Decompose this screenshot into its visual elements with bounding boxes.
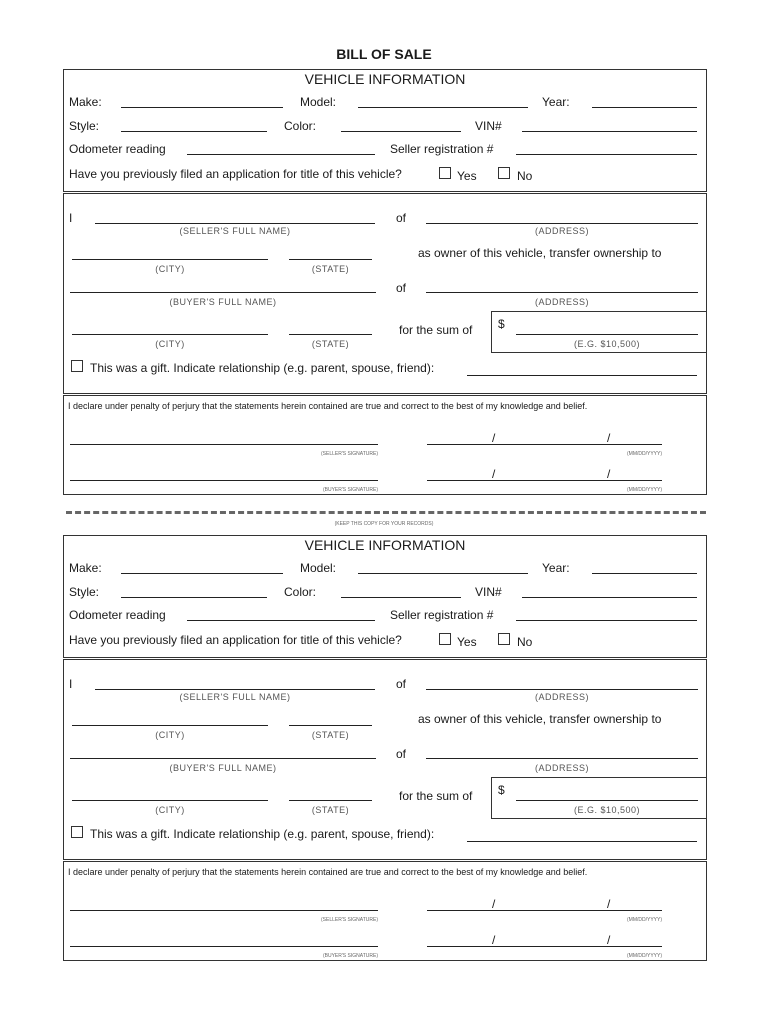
gift-checkbox[interactable] [71,360,83,372]
seller-name-field[interactable] [95,689,375,690]
color-label: Color: [284,119,317,133]
odometer-field[interactable] [187,620,375,621]
buyer-address-field[interactable] [426,292,698,293]
dollar-sign: $ [498,317,505,331]
seller-date-caption: (MM/DD/YYYY) [627,917,662,923]
buyer-signature-caption: (BUYER'S SIGNATURE) [322,953,378,959]
buyer-city-field[interactable] [72,334,268,335]
vehicle-info-header: VEHICLE INFORMATION [304,71,466,87]
seller-date-field[interactable] [427,444,662,445]
seller-registration-field[interactable] [516,154,697,155]
vin-label: VIN# [475,585,502,599]
buyer-state-field[interactable] [289,334,372,335]
seller-signature-field[interactable] [70,444,378,445]
no-label: No [517,635,533,649]
odometer-label: Odometer reading [69,608,166,622]
gift-checkbox[interactable] [71,826,83,838]
seller-name-caption: (SELLER'S FULL NAME) [179,692,291,702]
buyer-state-caption: (STATE) [311,805,350,815]
gift-relationship-field[interactable] [467,841,697,842]
title-question: Have you previously filed an application for title of this vehicle? [69,633,402,647]
yes-label: Yes [457,635,477,649]
buyer-state-field[interactable] [289,800,372,801]
vehicle-info-header: VEHICLE INFORMATION [304,537,466,553]
seller-signature-caption: (SELLER'S SIGNATURE) [321,451,378,457]
gift-relationship-field[interactable] [467,375,697,376]
seller-state-caption: (STATE) [311,730,350,740]
color-field[interactable] [341,597,461,598]
seller-address-caption: (ADDRESS) [534,692,589,702]
make-field[interactable] [121,573,283,574]
gift-text: This was a gift. Indicate relationship (e.g. parent, spouse, friend): [90,827,435,841]
buyer-signature-field[interactable] [70,946,378,947]
bill-of-sale-form-original [0,0,768,500]
yes-label: Yes [457,169,477,183]
year-field[interactable] [592,107,697,108]
yes-checkbox[interactable] [439,633,451,645]
color-field[interactable] [341,131,461,132]
seller-address-field[interactable] [426,689,698,690]
vin-field[interactable] [522,131,697,132]
buyer-address-caption: (ADDRESS) [534,297,589,307]
make-label: Make: [69,561,102,575]
style-label: Style: [69,119,100,133]
seller-date-slash-2: / [607,431,611,445]
seller-date-field[interactable] [427,910,662,911]
owner-transfer-text: as owner of this vehicle, transfer ownership to [418,246,662,260]
seller-date-caption: (MM/DD/YYYY) [627,451,662,457]
sum-label: for the sum of [399,789,473,803]
seller-city-field[interactable] [72,725,268,726]
sum-field[interactable] [516,334,698,335]
no-label: No [517,169,533,183]
buyer-signature-caption: (BUYER'S SIGNATURE) [322,487,378,493]
year-field[interactable] [592,573,697,574]
model-label: Model: [300,561,337,575]
seller-signature-caption: (SELLER'S SIGNATURE) [321,917,378,923]
buyer-date-slash-1: / [492,933,496,947]
buyer-date-slash-2: / [607,467,611,481]
seller-date-slash-1: / [492,897,496,911]
buyer-name-field[interactable] [70,292,376,293]
buyer-name-caption: (BUYER'S FULL NAME) [169,763,277,773]
document-title: BILL OF SALE [336,46,432,62]
title-question: Have you previously filed an application for title of this vehicle? [69,167,402,181]
style-field[interactable] [121,131,267,132]
year-label: Year: [542,95,570,109]
model-field[interactable] [358,107,528,108]
declaration-text: I declare under penalty of perjury that the statements herein contained are true and correct to the best of my knowledge and belief. [68,401,588,411]
yes-checkbox[interactable] [439,167,451,179]
dollar-sign: $ [498,783,505,797]
seller-state-caption: (STATE) [311,264,350,274]
seller-city-caption: (CITY) [155,730,185,740]
declaration-text: I declare under penalty of perjury that the statements herein contained are true and correct to the best of my knowledge and belief. [68,867,588,877]
buyer-date-field[interactable] [427,946,662,947]
of-label: of [396,211,407,225]
of-label-buyer: of [396,747,407,761]
seller-address-field[interactable] [426,223,698,224]
make-label: Make: [69,95,102,109]
seller-name-field[interactable] [95,223,375,224]
buyer-city-caption: (CITY) [155,339,185,349]
buyer-date-slash-2: / [607,933,611,947]
i-label: I [69,677,73,691]
seller-state-field[interactable] [289,259,372,260]
owner-transfer-text: as owner of this vehicle, transfer ownership to [418,712,662,726]
model-field[interactable] [358,573,528,574]
seller-city-caption: (CITY) [155,264,185,274]
i-label: I [69,211,73,225]
keep-copy-note: (KEEP THIS COPY FOR YOUR RECORDS) [334,521,434,527]
model-label: Model: [300,95,337,109]
sum-label: for the sum of [399,323,473,337]
sum-field[interactable] [516,800,698,801]
no-checkbox[interactable] [498,167,510,179]
buyer-city-caption: (CITY) [155,805,185,815]
of-label: of [396,677,407,691]
seller-name-caption: (SELLER'S FULL NAME) [179,226,291,236]
of-label-buyer: of [396,281,407,295]
no-checkbox[interactable] [498,633,510,645]
seller-registration-label: Seller registration # [390,608,494,622]
odometer-label: Odometer reading [69,142,166,156]
buyer-address-caption: (ADDRESS) [534,763,589,773]
odometer-field[interactable] [187,154,375,155]
amount-caption: (E.G. $10,500) [573,339,641,349]
vin-field[interactable] [522,597,697,598]
buyer-city-field[interactable] [72,800,268,801]
make-field[interactable] [121,107,283,108]
year-label: Year: [542,561,570,575]
seller-date-slash-2: / [607,897,611,911]
gift-text: This was a gift. Indicate relationship (e.g. parent, spouse, friend): [90,361,435,375]
seller-address-caption: (ADDRESS) [534,226,589,236]
bill-of-sale-form-copy [0,466,768,966]
buyer-state-caption: (STATE) [311,339,350,349]
style-field[interactable] [121,597,267,598]
seller-city-field[interactable] [72,259,268,260]
seller-date-slash-1: / [492,431,496,445]
buyer-address-field[interactable] [426,758,698,759]
vin-label: VIN# [475,119,502,133]
style-label: Style: [69,585,100,599]
amount-caption: (E.G. $10,500) [573,805,641,815]
seller-registration-field[interactable] [516,620,697,621]
buyer-name-field[interactable] [70,758,376,759]
seller-state-field[interactable] [289,725,372,726]
buyer-date-caption: (MM/DD/YYYY) [627,953,662,959]
buyer-date-slash-1: / [492,467,496,481]
seller-registration-label: Seller registration # [390,142,494,156]
color-label: Color: [284,585,317,599]
buyer-date-caption: (MM/DD/YYYY) [627,487,662,493]
buyer-name-caption: (BUYER'S FULL NAME) [169,297,277,307]
seller-signature-field[interactable] [70,910,378,911]
